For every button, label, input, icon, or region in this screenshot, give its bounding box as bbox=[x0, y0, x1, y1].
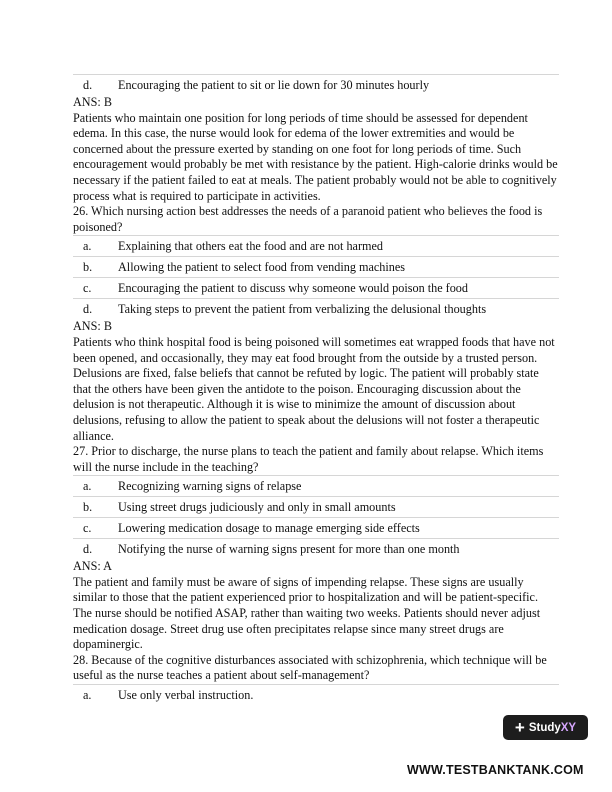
answer-option bbox=[73, 684, 559, 705]
option-text: Use only verbal instruction. bbox=[118, 688, 254, 703]
option-text: Encouraging the patient to sit or lie down for 30 minutes hourly bbox=[118, 78, 430, 92]
option-letter: c. bbox=[83, 281, 92, 296]
text-paragraph: Patients who think hospital food is being poisoned will sometimes eat wrapped foods that have not been opened, and occasionally, they may eat food brought from the outside by a trusted person. Delusions are fixed, false beliefs that cannot be refuted by logic. The patient will probably state that the others have been given the antidote to the poison. Encouraging discussion about the delusion is not therapeutic. Although it is wise to minimize the amount of discussion about delusions, refusing to allow the patient to speak about the delusions will not foster a therapeutic alliance. bbox=[73, 334, 555, 443]
option-text: Recognizing warning signs of relapse bbox=[118, 479, 302, 494]
answer-option bbox=[73, 277, 559, 298]
option-letter: a. bbox=[83, 239, 92, 254]
option-letter: d. bbox=[83, 78, 93, 92]
option-text: Notifying the nurse of warning signs present for more than one month bbox=[118, 542, 460, 557]
option-text: Allowing the patient to select food from vending machines bbox=[118, 260, 406, 275]
option-text: Explaining that others eat the food and are not harmed bbox=[118, 239, 383, 254]
text-paragraph: Patients who maintain one position for long periods of time should be assessed for dependent edema. In this case, the nurse would look for edema of the lower extremities and would be concerned about the pressure exerted by standing on one foot for long periods of time. Such encouragement would probably be met with resistance by the patient. High-calorie drinks would be necessary if the patient failed to eat at meals. The patient probably would not be able to cognitively process what is required to participate in activities. bbox=[73, 110, 558, 203]
option-text: Encouraging the patient to discuss why someone would poison the food bbox=[118, 281, 468, 296]
text-paragraph: The patient and family must be aware of signs of impending relapse. These signs are usually similar to those that the patient experienced prior to hospitalization and will be patient-specific. The nurse should be notified ASAP, rather than waiting two weeks. Patients should never adjust medication dosage. Street drug use often precipitates relapse since many street drugs are dopaminergic. bbox=[73, 574, 541, 652]
answer-option bbox=[73, 235, 559, 256]
answer-option bbox=[73, 538, 559, 559]
text-paragraph: 28. Because of the cognitive disturbances associated with schizophrenia, which technique will be useful as the nurse teaches a patient about self-management? bbox=[73, 652, 547, 683]
option-letter: c. bbox=[83, 521, 92, 536]
text-paragraph: ANS: A bbox=[73, 559, 112, 574]
answer-option bbox=[73, 496, 559, 517]
answer-option bbox=[73, 74, 559, 95]
document-body bbox=[73, 74, 559, 705]
option-letter: d. bbox=[83, 302, 93, 317]
answer-option bbox=[73, 517, 559, 538]
option-letter: a. bbox=[83, 479, 92, 494]
option-letter: b. bbox=[83, 500, 93, 515]
text-paragraph: 26. Which nursing action best addresses the needs of a paranoid patient who believes the food is poisoned? bbox=[73, 204, 543, 234]
text-paragraph: ANS: B bbox=[73, 95, 112, 109]
option-letter: a. bbox=[83, 688, 92, 703]
text-paragraph: 27. Prior to discharge, the nurse plans to teach the patient and family about relapse. Which items will the nurse include in the teaching? bbox=[73, 444, 544, 474]
option-text: Lowering medication dosage to manage emerging side effects bbox=[118, 521, 420, 536]
text-paragraph: ANS: B bbox=[73, 319, 112, 334]
answer-option bbox=[73, 256, 559, 277]
answer-option bbox=[73, 298, 559, 319]
answer-option bbox=[73, 475, 559, 496]
footer-site-url[interactable]: WWW.TESTBANKTANK.COM bbox=[407, 763, 584, 777]
plus-icon: + bbox=[514, 717, 525, 737]
option-text: Taking steps to prevent the patient from verbalizing the delusional thoughts bbox=[118, 302, 487, 317]
brand-label: StudyXY bbox=[528, 721, 577, 734]
option-letter: d. bbox=[83, 542, 93, 557]
option-text: Using street drugs judiciously and only in small amounts bbox=[118, 500, 396, 515]
studyxy-badge[interactable] bbox=[503, 715, 588, 740]
option-letter: b. bbox=[83, 260, 93, 275]
